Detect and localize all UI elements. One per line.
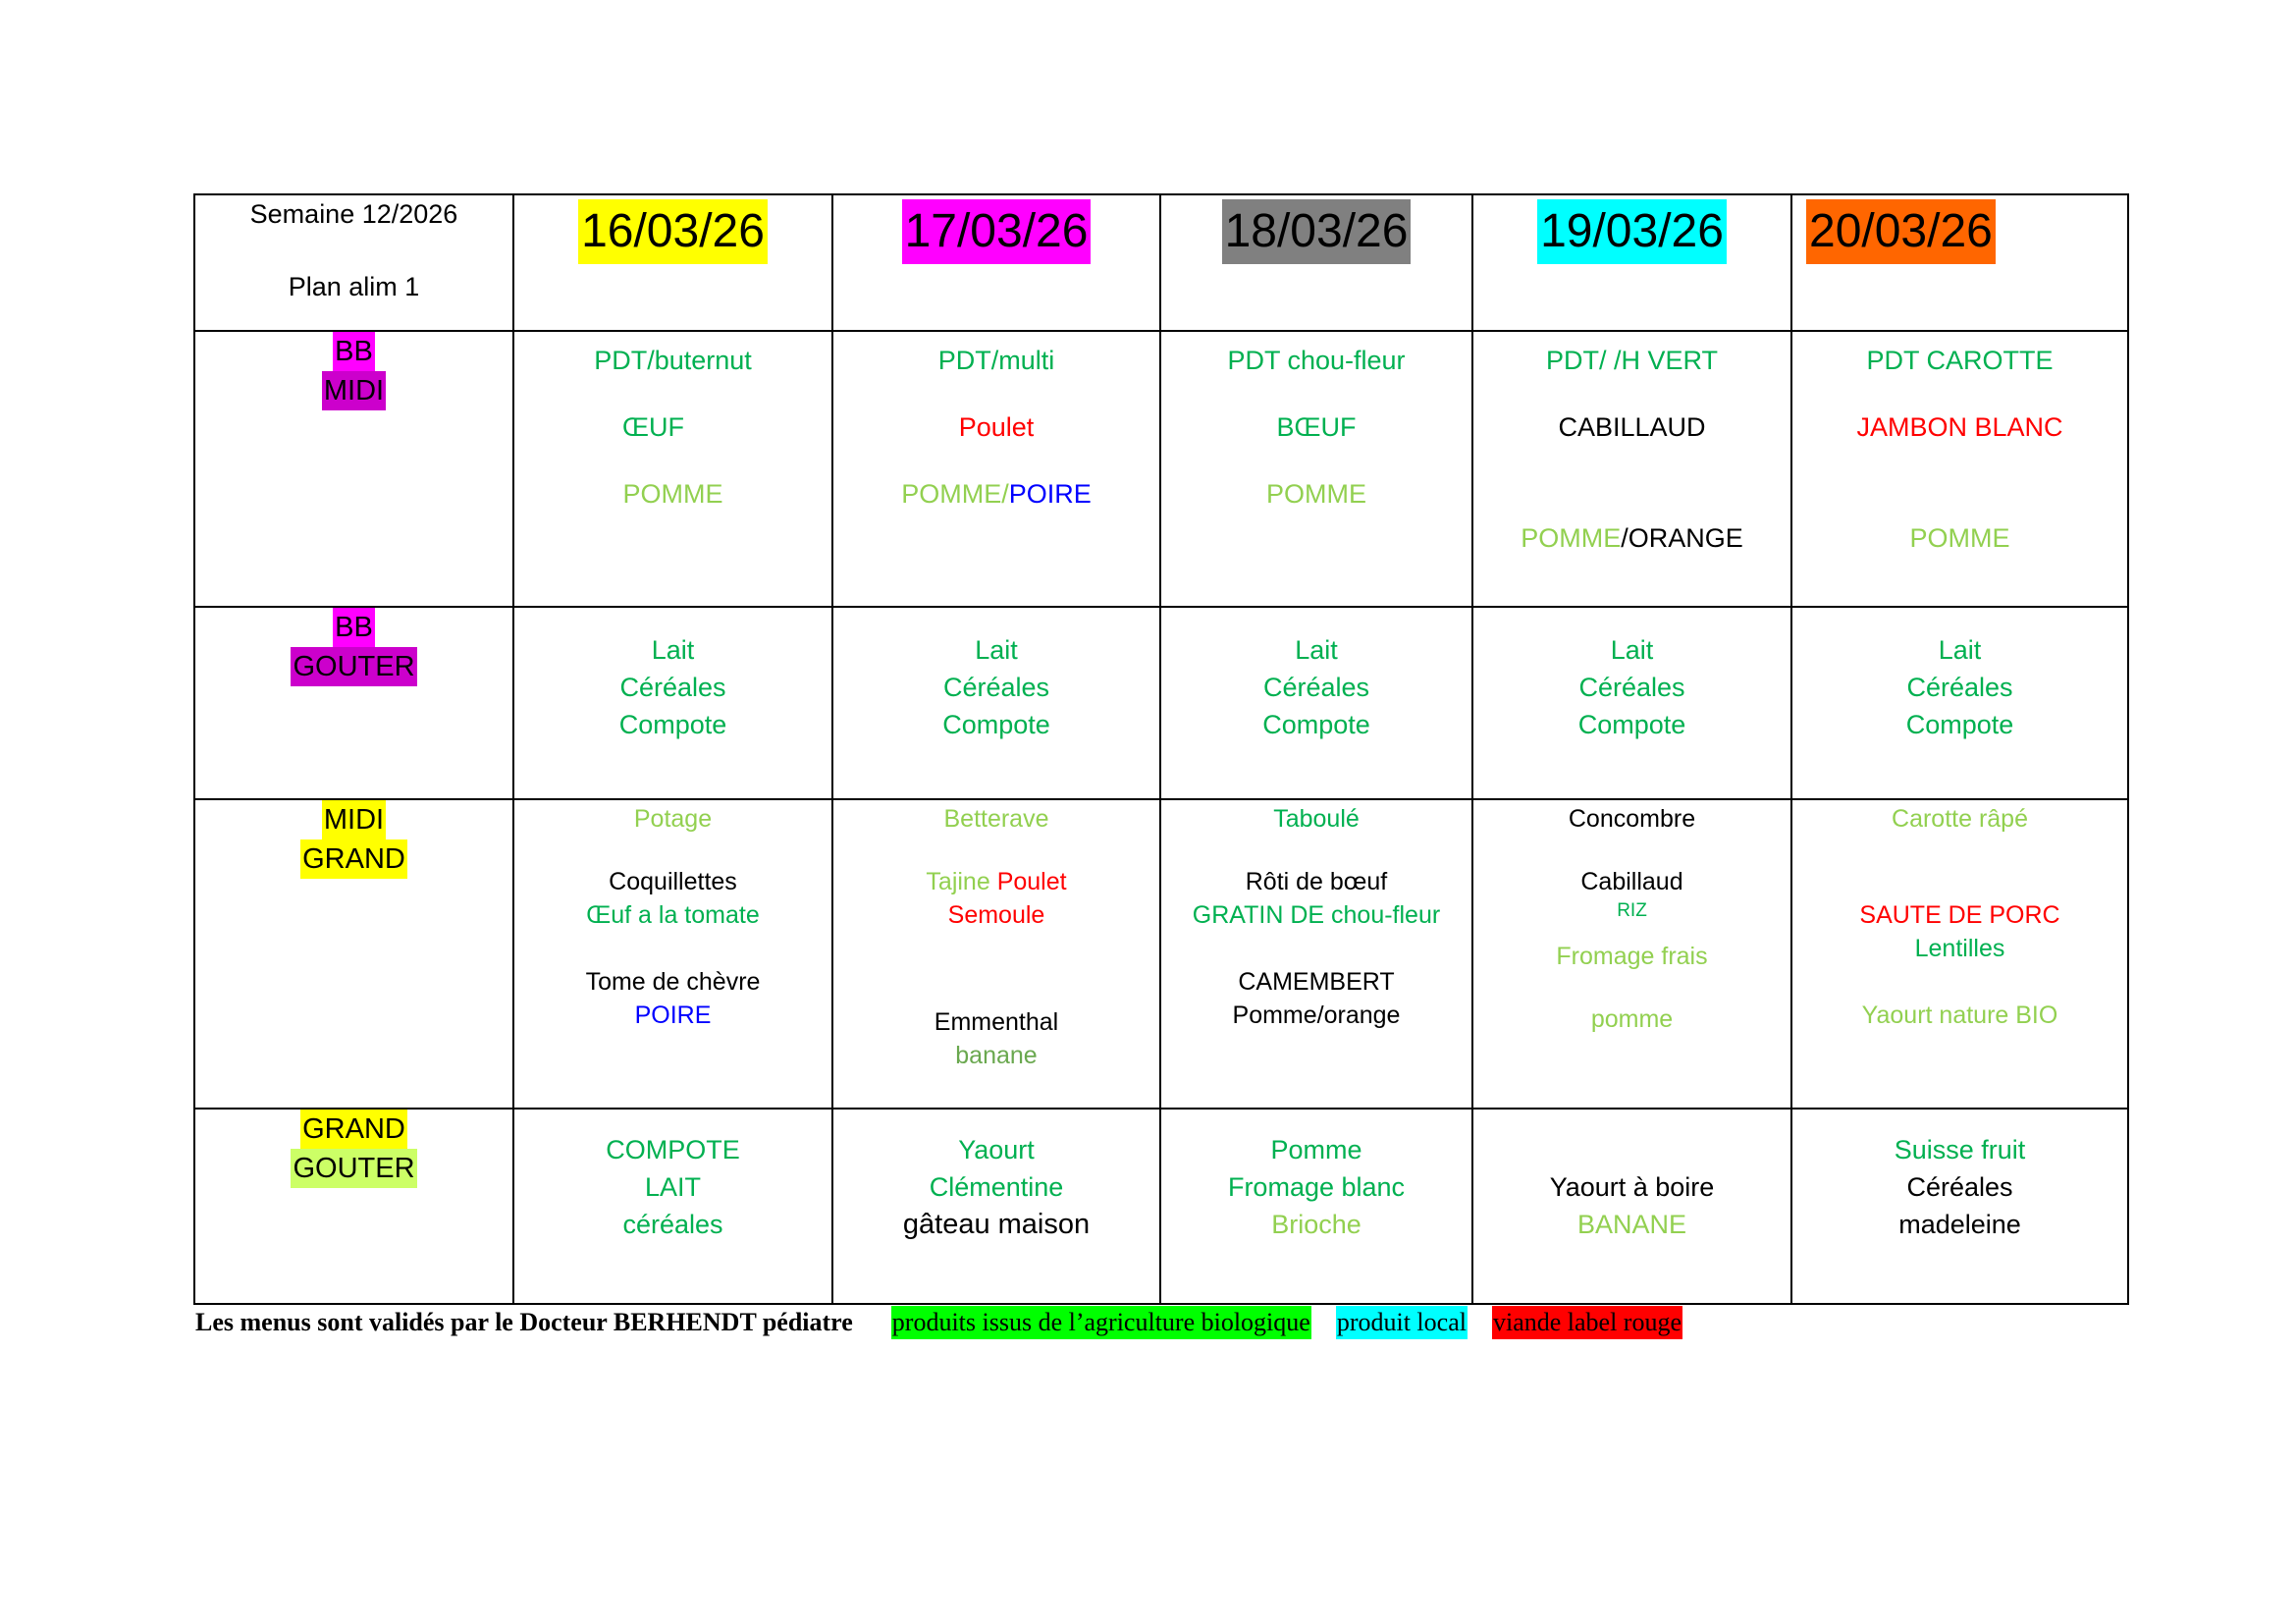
meal-item: céréales: [622, 1210, 723, 1239]
row-label-line: BB: [333, 608, 375, 647]
meal-cell: [1160, 799, 1472, 1109]
meal-cell: [1472, 607, 1791, 799]
meal-item: Fromage frais: [1556, 943, 1708, 970]
meal-item: PDT/ /H VERT: [1545, 346, 1719, 375]
meal-item: PDT/buternut: [594, 346, 752, 375]
meal-item: Concombre: [1568, 805, 1696, 833]
meal-item: madeleine: [1898, 1210, 2021, 1239]
legend-local: produit local: [1336, 1306, 1468, 1339]
meal-item: POIRE: [1008, 479, 1092, 509]
day-header: [1791, 194, 2128, 331]
row-label-line: GRAND: [300, 1110, 407, 1149]
meal-item: Taboulé: [1273, 805, 1360, 833]
day-header: [1160, 194, 1472, 331]
meal-item: Brioche: [1271, 1210, 1362, 1239]
meal-cell: [513, 799, 832, 1109]
day-header: [832, 194, 1160, 331]
menu-table: [193, 193, 2129, 1305]
grand-gouter-row: [194, 1109, 2128, 1304]
meal-item: PDT chou-fleur: [1227, 346, 1406, 375]
meal-item: POMME: [1521, 523, 1622, 553]
meal-item: POIRE: [634, 1001, 712, 1029]
meal-item: Céréales: [619, 673, 726, 702]
row-label-line: MIDI: [322, 800, 386, 839]
meal-item: LAIT: [644, 1172, 702, 1202]
meal-cell: [1472, 331, 1791, 607]
day-date: 16/03/26: [578, 199, 768, 264]
week-label: Semaine 12/2026: [249, 199, 458, 229]
meal-cell: [832, 1109, 1160, 1304]
meal-item: Compote: [1262, 710, 1370, 739]
meal-item: Pomme: [1270, 1135, 1362, 1164]
meal-cell: [1472, 799, 1791, 1109]
header-row: [194, 194, 2128, 331]
row-label-bb-gouter: [194, 607, 513, 799]
meal-item: CABILLAUD: [1558, 412, 1706, 442]
meal-cell: [1160, 331, 1472, 607]
meal-item: Lait: [975, 635, 1018, 665]
meal-item: PDT/multi: [937, 346, 1055, 375]
meal-cell: [1160, 1109, 1472, 1304]
meal-item: Céréales: [1906, 673, 2013, 702]
meal-cell: [513, 607, 832, 799]
meal-item: ŒUF: [622, 412, 684, 442]
meal-item: Emmenthal: [934, 1008, 1059, 1036]
meal-item: GRATIN DE chou-fleur: [1192, 901, 1441, 929]
meal-item: Compote: [618, 710, 727, 739]
row-label-line: GRAND: [300, 839, 407, 879]
meal-item: Œuf a la tomate: [586, 901, 760, 929]
meal-item: Poulet: [996, 868, 1067, 895]
meal-item: Rôti de bœuf: [1245, 868, 1388, 895]
meal-item: Lait: [651, 635, 695, 665]
meal-item: Poulet: [958, 412, 1035, 442]
meal-item: POMME/: [901, 479, 1009, 509]
meal-item: pomme: [1590, 1005, 1674, 1033]
meal-cell: [832, 799, 1160, 1109]
meal-item: SAUTE DE PORC: [1859, 901, 2060, 929]
row-label-line: GOUTER: [291, 647, 416, 686]
meal-item: BŒUF: [1276, 412, 1357, 442]
meal-cell: [513, 331, 832, 607]
meal-item: CAMEMBERT: [1238, 968, 1395, 996]
legend-label-rouge: viande label rouge: [1492, 1306, 1682, 1339]
meal-item: POMME: [1265, 479, 1366, 509]
meal-item: JAMBON BLANC: [1856, 412, 2063, 442]
row-label-line: MIDI: [322, 371, 386, 410]
meal-cell: [513, 1109, 832, 1304]
meal-item: gâteau maison: [902, 1209, 1091, 1240]
meal-item: banane: [955, 1042, 1038, 1069]
meal-item: Lait: [1610, 635, 1654, 665]
row-label-grand-gouter: [194, 1109, 513, 1304]
meal-item: Yaourt: [958, 1135, 1035, 1164]
meal-item: PDT CAROTTE: [1866, 346, 2054, 375]
meal-item: BANANE: [1576, 1210, 1687, 1239]
meal-item: Yaourt à boire: [1549, 1172, 1715, 1202]
meal-item: POMME: [1909, 523, 2010, 553]
day-date: 19/03/26: [1537, 199, 1727, 264]
row-label-line: GOUTER: [291, 1149, 416, 1188]
meal-item: Lentilles: [1914, 935, 2005, 962]
meal-cell: [1472, 1109, 1791, 1304]
meal-cell: [1791, 331, 2128, 607]
day-header: [513, 194, 832, 331]
meal-cell: [832, 607, 1160, 799]
meal-item: POMME: [622, 479, 723, 509]
day-header: [1472, 194, 1791, 331]
meal-item: /ORANGE: [1621, 523, 1743, 553]
meal-item: Tome de chèvre: [585, 968, 761, 996]
meal-item: Carotte râpé: [1892, 805, 2028, 833]
meal-item: COMPOTE: [606, 1135, 740, 1164]
bb-gouter-row: [194, 607, 2128, 799]
meal-cell: [1791, 799, 2128, 1109]
meal-item: Betterave: [943, 805, 1049, 833]
meal-item: Compote: [1577, 710, 1686, 739]
week-cell: [194, 194, 513, 331]
meal-item: Fromage blanc: [1227, 1172, 1406, 1202]
meal-item: Cabillaud: [1580, 868, 1683, 895]
meal-item: RIZ: [1617, 900, 1647, 921]
meal-item: Compote: [942, 710, 1050, 739]
meal-cell: [832, 331, 1160, 607]
plan-label: Plan alim 1: [288, 272, 420, 301]
meal-item: Lait: [1938, 635, 1982, 665]
meal-item: Céréales: [1262, 673, 1370, 702]
bb-midi-row: [194, 331, 2128, 607]
validation-note: Les menus sont validés par le Docteur BERHENDT pédiatre: [195, 1308, 853, 1336]
meal-item: Suisse fruit: [1894, 1135, 2026, 1164]
day-date: 20/03/26: [1806, 199, 1996, 264]
day-date: 18/03/26: [1222, 199, 1412, 264]
meal-item: Clémentine: [929, 1172, 1064, 1202]
meal-item: Semoule: [947, 901, 1045, 929]
meal-item: Pomme/orange: [1232, 1001, 1401, 1029]
meal-item: Lait: [1295, 635, 1338, 665]
meal-item: Céréales: [1906, 1172, 2013, 1202]
row-label-line: BB: [333, 332, 375, 371]
footer: [195, 1306, 1682, 1339]
day-date: 17/03/26: [902, 199, 1092, 264]
meal-cell: [1160, 607, 1472, 799]
meal-item: Céréales: [942, 673, 1050, 702]
midi-grand-row: [194, 799, 2128, 1109]
meal-item: Coquillettes: [609, 868, 737, 895]
row-label-bb-midi: [194, 331, 513, 607]
meal-cell: [1791, 607, 2128, 799]
meal-item: Céréales: [1578, 673, 1685, 702]
meal-item: Compote: [1905, 710, 2014, 739]
meal-item: Yaourt nature BIO: [1861, 1001, 2058, 1029]
meal-cell: [1791, 1109, 2128, 1304]
legend-organic: produits issus de l’agriculture biologique: [891, 1306, 1311, 1339]
meal-item: Tajine: [926, 868, 997, 895]
row-label-midi-grand: [194, 799, 513, 1109]
meal-item: Potage: [633, 805, 713, 833]
